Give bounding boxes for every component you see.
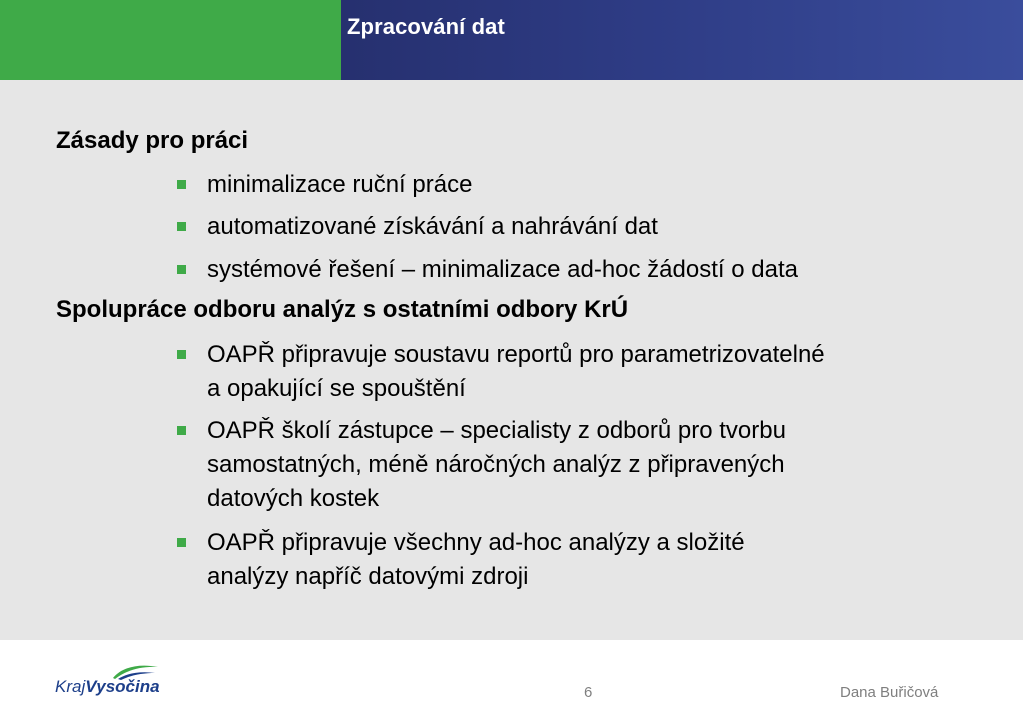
section-heading-principles: Zásady pro práci (56, 127, 249, 154)
square-bullet-icon (177, 350, 186, 359)
slide-title: Zpracování dat (347, 14, 505, 39)
logo-text: KrajVysočina (55, 677, 160, 696)
page-number: 6 (584, 684, 593, 701)
header-blue-block (341, 0, 1023, 80)
square-bullet-icon (177, 538, 186, 547)
slide-header (0, 0, 1023, 80)
square-bullet-icon (177, 426, 186, 435)
section-heading-cooperation: Spolupráce odboru analýz s ostatními odbory KrÚ (56, 296, 629, 323)
square-bullet-icon (177, 265, 186, 274)
header-green-block (0, 0, 341, 80)
square-bullet-icon (177, 222, 186, 231)
kraj-vysocina-logo (55, 664, 165, 704)
author-name: Dana Buřičová (840, 684, 939, 701)
square-bullet-icon (177, 180, 186, 189)
